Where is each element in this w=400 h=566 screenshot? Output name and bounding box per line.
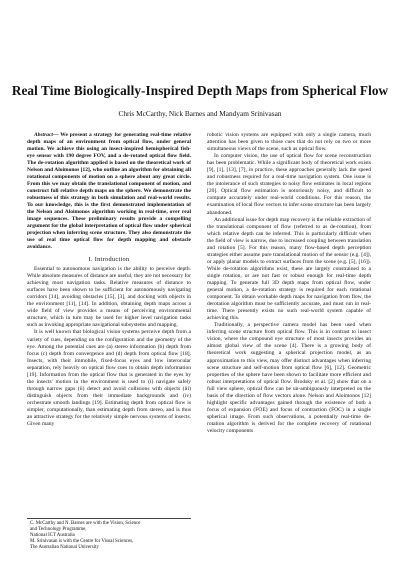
right-paragraph: In computer vision, the use of optical flow for scene reconstruction has been problematic. While a significant body of theoretical work exists [9], [1], [13], [7], in practice, these approaches generally lack the speed and robustness required for a real-time navigation system. One issue is the intolerance of such strategies to noisy flow estimates in local regions [20]. Optical flow estimation is notoriously noisy, and difficult to compute accurately under real-world conditions. For this reason, the examination of local flow vectors to infer scene structure has been largely abandoned.: [207, 153, 371, 216]
left-column: [27, 132, 191, 428]
right-paragraph: Traditionally, a perspective camera model has been used when inferring scene structure from optical flow. This is in contrast to insect vision, where the compound eye structure of most insects provides an almost global view of the scene [4]. There is a growing body of theoretical work suggesting a spherical projection model, as an approximation to this view, may offer distinct advantages when inferring scene structure and self-motion from optical flow [6], [12]. Geometric properties of the sphere have been shown to facilitate more efficient and robust interpretations of optical flow. Brodsky et al. [2] show that on a full view sphere, optical flow can be un-ambiguously interpreted on the basis of the direction of flow vectors alone. Nelson and Aloimonos [12] highlight specific advantages gained through the existence of both a focus of expansion (FOE) and focus of contraction (FOC) in a single spherical image. From such observations, a potentially real-time de-rotation algorithm is derived for the complete recovery of rotational velocity components: [207, 322, 371, 434]
section-heading-introduction: I. Introduction: [88, 256, 130, 263]
footnote-line: M. Srinivasan is with the Centre for Visual Sciences,: [30, 538, 134, 544]
footnote-line: National ICT Australia: [30, 532, 75, 538]
abstract: [27, 132, 191, 251]
footnote-line: and Technology Programme,: [30, 526, 87, 532]
affiliation-footnote: [27, 518, 191, 551]
paper-title: Real Time Biologically-Inspired Depth Maps from Spherical Flow: [11, 83, 389, 98]
right-paragraph: robotic vision systems are equipped with only a single camera, much attention has been given to those cues that do not rely on two or more simultaneous views of the scene, such as optical flow.: [207, 132, 371, 153]
abstract-text: — We present a strategy for generating real-time relative depth maps of an environment from optical flow, under general motion. We achieve this using an insect-inspired hemispherical fish-eye sensor with 190 degree FOV, and a de-rotated optical flow field. The de-rotation algorithm applied is based on the theoretical work of Nelson and Aloimonos [12], who outline an algorithm for obtaining all rotational components of motion on a sphere about any great circle. From this we may obtain the translational component of motion, and construct full relative depth maps on the sphere. We demonstrate the robustness of this strategy in both simulation and real-world results. To our knowledge, this is the first demonstrated implementation of the Nelson and Aloimonos algorithm working in real-time, over real image sequences. These preliminary results provide a compelling argument for the global interpretation of optical flow under spherical projection when inferring scene structure. They also demonstrate the use of real time optical flow for depth mapping and obstacle avoidance.: [27, 132, 191, 250]
left-paragraph: Essential to autonomous navigation is the ability to perceive depth. While absolute measures of distance are useful, they are not necessary for achieving most navigation tasks. Relative measures of distance to surfaces have been shown to be sufficient for autonomously navigating corridors [14], avoiding obstacles [15], [3], and docking with objects in the environment [11], [14]. In addition, obtaining depth maps across a wide field of view provides a means of perceiving environmental structure, which in turn may be used for higher level navigation tasks such as invoking appropriate navigational subsystems and mapping.: [27, 266, 191, 329]
left-paragraph: It is well known that biological vision systems perceive depth from a variety of cues, depending on the configuration and the geometry of the eye. Among the potential cues are (a) stereo information (b) depth from focus (c) depth from convergence and (d) depth from optical flow [18]. Insects, with their immobile, fixed-focus eyes and low interocular separation, rely heavily on optical flow cues to obtain depth information [19]. Information from the optical flow that is generated in the eyes by the insects' motion in the environment is used to (i) navigate safely through narrow gaps (ii) detect and avoid collisions with objects (iii) distinguish objects from their immediate backgrounds and (iv) orchestrate smooth landings [19]. Estimating depth from optical flow is simpler, computationally, than estimating depth from stereo, and is thus an attractive strategy for the relatively simple nervous systems of insects. Given many: [27, 329, 191, 428]
right-paragraph: An additional issue for depth map recovery is the reliable extraction of the translational component of flow (referred to as de-rotation), from which relative depth can be inferred. This is particularly difficult when the field of view is narrow, due to increased coupling between translation and rotation [5]. For this reason, many flow-based depth perception strategies either assume pure translational motion of the sensor (e.g. [4]), or apply planar models to extract surfaces from the scene (e.g. [5], [16]). While de-rotation algorithms exist, these are largely constrained to a single rotation, or are not fast or robust enough for real-time depth mapping. To generate full 3D depth maps from optical flow, under general motion, a de-rotation strategy is required for each rotational component. To obtain workable depth maps for navigation from flow, the derotation algorithm must be sufficiently accurate, and must run in real-time. There presently exists no such real-world system capable of achieving this.: [207, 216, 371, 322]
abstract-label: Abstract: [34, 132, 53, 138]
footnote-line: The Australian National University: [30, 544, 99, 550]
paper-authors: Chris McCarthy, Nick Barnes and Mandyam Srinivasan: [118, 109, 282, 118]
footnote-line: C. McCarthy and N. Barnes are with the Vision, Science: [30, 521, 141, 526]
right-column: [207, 132, 371, 435]
